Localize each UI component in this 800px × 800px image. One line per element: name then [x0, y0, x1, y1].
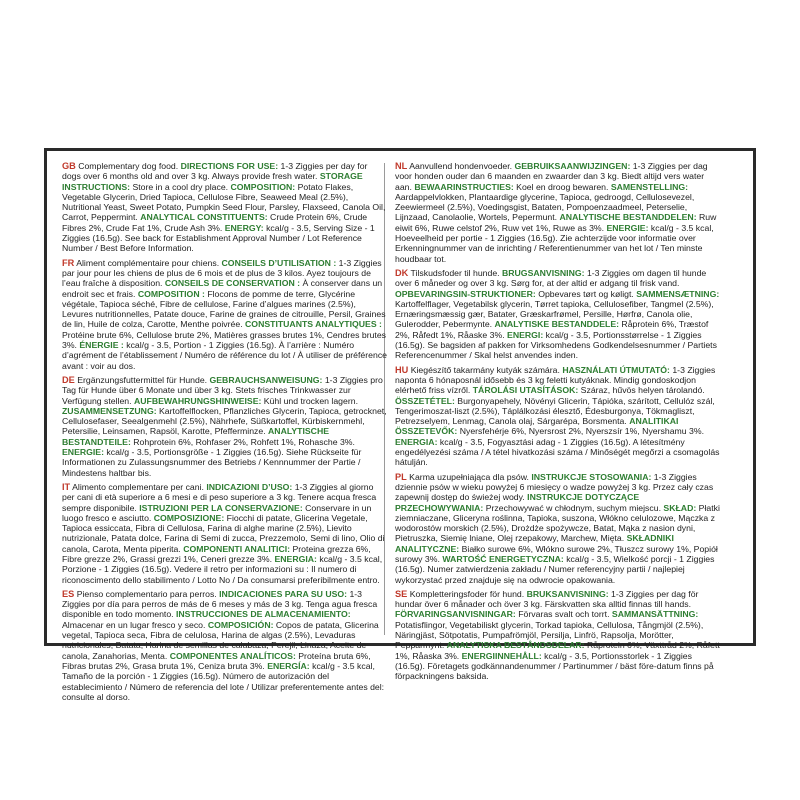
body-text: Koel en droog bewaren.: [513, 181, 611, 192]
body-text: kcal/g - 3.5 kcal, Hoeveelheid per portie - 1 Ziggies (16.5g). Zie achterzijde voor informatie over Erkenningnummer van de inrichting / Referentienummer van het lot / Ten minste houdbaar tot.: [395, 222, 714, 264]
body-text: Aanvullend hondenvoeder.: [409, 161, 515, 171]
body-text: Ruw eiwit 6%, Ruwe celstof 2%, Ruw vet 1%, Ruwe as 3%.: [395, 212, 717, 233]
language-code: ES: [62, 588, 75, 599]
body-text: Råprotein 6%, Växttråd 2%, Råfett 1%, Råaska 3%.: [395, 640, 720, 661]
body-text: Protéine brute 6%, Cellulose brute 2%, Matières grasses brutes 1%, Cendres brutes 3%.: [62, 329, 387, 351]
section-heading: ÉNERGIE :: [79, 340, 124, 351]
body-text: kcal/g - 3.5, Serving Size - 1 Ziggies (16.5g). See back for Establishment Approval Number / Lot Reference Number / Best Before Information.: [62, 222, 375, 254]
body-text: Potato Flakes, Vegetable Glycerin, Dried Tapioca, Cellulose Fibre, Seaweed Meal (2.5%), Nutritional Yeast, Sweet Potato, Pumpkin Seed Flour, Parsley, Flaxseed, Canola Oil, Carrot, Peppermint.: [62, 181, 386, 223]
language-code: FR: [62, 257, 75, 268]
section-heading: BRUKSANVISNING:: [526, 588, 609, 599]
body-text: Almacenar en un lugar fresco y seco.: [62, 619, 208, 630]
section-heading: ANALYTISKE BESTANDDELE:: [494, 319, 620, 330]
body-text: 1-3 Ziggies per dag för hundar över 6 månader och över 3 kg. Färskvatten ska alltid finnas till hands.: [395, 588, 699, 610]
section-heading: COMPOSIZIONE:: [153, 512, 225, 523]
language-section-es: [62, 589, 388, 702]
body-text: Crude Protein 6%, Crude Fibres 2%, Crude Fat 1%, Crude Ash 3%.: [62, 212, 368, 233]
language-code: NL: [395, 161, 408, 171]
section-heading: ANALYTISCHE BESTANDDELEN:: [559, 212, 697, 223]
section-heading: CONSEILS DE CONSERVATION :: [164, 278, 301, 289]
section-heading: WARTOŚĆ ENERGETYCZNA:: [442, 553, 564, 564]
section-heading: COMPOSICIÓN:: [207, 619, 274, 630]
left-column: [62, 161, 388, 706]
language-section-nl: [395, 161, 721, 264]
section-heading: GEBRAUCHSANWEISUNG:: [209, 374, 323, 385]
body-text: Opbevares tørt og køligt.: [535, 288, 637, 299]
section-heading: ISTRUZIONI PER LA CONSERVAZIONE:: [139, 502, 303, 513]
body-text: Aliment complémentaire pour chiens.: [76, 257, 222, 268]
body-text: kcal/g - 3.5, Portionsstørrelse - 1 Ziggies (16.5g). Se bagsiden af pakken for Virksomhedens Godkendelsesnummer / Partiets Referencenummer / Skal helst anvendes inden.: [395, 329, 717, 361]
section-heading: SAMMANSÄTTNING:: [611, 609, 699, 620]
body-text: Kiegészítő takarmány kutyák számára.: [410, 364, 563, 375]
body-text: 1-3 Ziggies per day for dogs over 6 months old and over 3 kg. Always provide fresh water.: [62, 161, 368, 182]
body-text: 1-3 Ziggies naponta 6 hónaposnál idősebb és 3 kg feletti kutyáknak. Mindig gondoskodjon elérhető friss vízről.: [395, 364, 716, 396]
body-text: kcal/g - 3.5, Portionsgröße - 1 Ziggies (16.5g). Siehe Rückseite für Informationen zu Zulassungsnummer des Betriebs / Kennnummer der Partie / Mindestens haltbar bis.: [62, 447, 362, 478]
section-heading: ÖSSZETÉTEL:: [395, 395, 455, 406]
body-text: Płatki ziemniaczane, Gliceryna roślinna, Tapioka, suszona, Włókno celulozowe, Mączka z wodorostów morskich (2.5%), Drożdże spożywcze, Batat, Mąka z nasion dyni, Pietruszka, Siemię lniane, Olej rzepakowy, Marchew, Mięta.: [395, 502, 720, 544]
body-text: 1-3 Ziggies om dagen til hunde over 6 måneder og over 3 kg. Sørg for, at der altid er adgang til frisk vand.: [395, 267, 707, 289]
body-text: 1-3 Ziggies par jour pour les chiens de plus de 6 mois et de plus de 3 kilos. Ayez toujours de l’eau fraîche à disposition.: [62, 257, 382, 289]
body-text: Kompletteringsfoder för hund.: [409, 588, 527, 599]
language-section-dk: [395, 268, 721, 361]
section-heading: COMPONENTES ANALÍTICOS:: [169, 650, 296, 661]
body-text: Proteina grezza 6%, Fibre grezze 2%, Grassi grezzi 1%, Ceneri grezze 3%.: [62, 543, 371, 564]
right-column: [395, 161, 721, 686]
body-text: 1-3 Ziggies al giorno per cani di età superiore a 6 mesi e di peso superiore a 3 kg. Tenere acqua fresca sempre disponibile.: [62, 481, 377, 513]
language-section-pl: [395, 472, 721, 585]
section-heading: ANALYTICAL CONSTITUENTS:: [140, 212, 268, 223]
section-heading: ENERGÍA:: [267, 660, 310, 671]
language-code: SE: [395, 588, 408, 599]
section-heading: BEWAARINSTRUCTIES:: [414, 181, 514, 192]
section-heading: HASZNÁLATI ÚTMUTATÓ:: [562, 364, 670, 375]
body-text: 1-3 Ziggies per dag voor honden ouder dan 6 maanden en zwaarder dan 3 kg. Biedt altijd vers water aan.: [395, 161, 708, 192]
language-code: GB: [62, 161, 76, 171]
body-text: kcal/g - 3.5, Portionsstorlek - 1 Ziggies (16.5g). Företagets godkännandenummer / Partinummer / bäst före-datum finns på förpackningens baksida.: [395, 650, 714, 682]
body-text: kcal/g - 3.5 kcal, Tamaño de la porción - 1 Ziggies (16.5g). Número de autorización del establecimiento / Número de referencia del lote / Utilizar preferentemente antes del: consulte al dorso.: [62, 660, 385, 702]
section-heading: TÁROLÁSI UTASÍTÁSOK:: [472, 385, 579, 396]
body-text: Fiocchi di patate, Glicerina Vegetale, Tapioca essiccata, Fibra di Cellulosa, Farina di alghe marine (2.5%), Lievito nutrizionale, Patata dolce, Farina di Semi di zucca, Prezzemolo, Semi di lino, Olio di canola, Carota, Menta piperita.: [62, 512, 385, 554]
body-text: Tilskudsfoder til hunde.: [410, 267, 502, 278]
section-heading: AUFBEWAHRUNGSHINWEISE:: [133, 395, 262, 406]
section-heading: BRUGSANVISNING:: [501, 267, 585, 278]
section-heading: COMPOSITION :: [137, 288, 205, 299]
language-section-se: [395, 589, 721, 682]
body-text: Ergänzungsfuttermittel für Hunde.: [77, 374, 210, 385]
language-section-it: [62, 482, 388, 585]
body-text: Kartoffelflocken, Pflanzliches Glycerin, Tapioca, getrocknet, Cellulosefaser, Seealgenmehl (2.5%), Nährhefe, Süßkartoffel, Kürbiskernmehl, Petersilie, Leinsamen, Rapsöl, Karotte, Pfefferminze.: [62, 405, 387, 437]
language-code: HU: [395, 364, 409, 375]
language-code: PL: [395, 471, 407, 482]
section-heading: GEBRUIKSAANWIJZINGEN:: [514, 161, 631, 171]
language-code: DK: [395, 267, 409, 278]
body-text: Rohprotein 6%, Rohfaser 2%, Rohfett 1%, Rohasche 3%.: [130, 436, 355, 447]
body-text: Alimento complementare per cani.: [72, 481, 207, 492]
section-heading: SAMMENSÆTNING:: [636, 288, 720, 299]
body-text: À conserver dans un endroit sec et frais.: [62, 278, 383, 299]
body-text: kcal/g - 3.5, Portion - 1 Ziggies (16.5g). À l’arrière : Numéro d’agrément de l’établissement / Numéro de référence du lot / À utiliser de préférence avant : voir au dos.: [62, 340, 387, 371]
body-text: Karma uzupełniająca dla psów.: [409, 471, 532, 482]
body-text: kcal/g - 3.5, Fogyasztási adag - 1 Ziggies (16.5g). A létesítmény engedélyezési száma / A tétel hivatkozási száma / Minőségét megőrzi a csomagolás hátulján.: [395, 436, 720, 468]
body-text: 1-3 Ziggies pro Tag für Hunde über 6 Monate und über 3 kg. Stets frisches Trinkwasser zur Verfügung stellen.: [62, 374, 383, 406]
body-text: Nyersfehérje 6%, Nyersrost 2%, Nyerszsír 1%, Nyershamu 3%.: [457, 426, 704, 437]
section-heading: COMPOSITION:: [230, 181, 296, 192]
language-section-hu: [395, 365, 721, 468]
body-text: Kühl und trocken lagern.: [261, 395, 358, 406]
section-heading: ANALITIKAI ÖSSZETEVŐK:: [395, 416, 679, 437]
section-heading: INSTRUKCJE STOSOWANIA:: [531, 471, 652, 482]
body-text: Store in a cool dry place.: [130, 181, 231, 192]
body-text: Copos de patata, Glicerina vegetal, Tapioca seca, Fibra de celulosa, Harina de algas (2.5%), Levaduras nutricionales, Batata, Harina de semillas de calabaza, Perejil, Linaza, Aceite de canola, Zanahorias, Menta.: [62, 619, 379, 661]
body-text: Burgonyapehely, Növényi Glicerin, Tápióka, szárított, Cellulóz szál, Tengerimoszat-liszt (2.5%), Táplálkozási élesztő, Édesburgonya, Tökmagliszt, Petrezselyem, Lenmag, Canola olaj, Sárgarépa, Borsmenta.: [395, 395, 715, 427]
section-heading: ENERGIA:: [274, 553, 317, 564]
section-heading: ENERGY:: [224, 222, 264, 233]
label-panel: [44, 148, 756, 702]
body-text: Przechowywać w chłodnym, suchym miejscu.: [483, 502, 664, 513]
section-heading: OPBEVARINGSIN-STRUKTIONER:: [395, 288, 536, 299]
section-heading: INDICACIONES PARA SU USO:: [219, 588, 348, 599]
section-heading: INDICAZIONI D’USO:: [206, 481, 293, 492]
section-heading: ENERGIE:: [606, 222, 649, 233]
body-text: Råprotein 6%, Træstof 2%, Råfedt 1%, Råaske 3%.: [395, 319, 709, 340]
body-text: Potatisflingor, Vegetabiliskt glycerin, Torkad tapioka, Cellulosa, Tångmjöl (2.5%), Näringjäst, Sötpotatis, Pumpafrömjöl, Persilja, Linfrö, Rapsolja, Morötter, Pepparmynt.: [395, 619, 704, 651]
section-heading: CONSTITUANTS ANALYTIQUES :: [245, 319, 382, 330]
section-heading: DIRECTIONS FOR USE:: [180, 161, 279, 171]
section-heading: FÖRVARINGSANVISNINGAR:: [395, 609, 516, 620]
section-heading: ANALYTISKA BESTÅNDSDELAR:: [446, 640, 585, 651]
section-heading: ENERGI:: [507, 329, 544, 340]
section-heading: INSTRUCCIONES DE ALMACENAMIENTO:: [175, 609, 351, 620]
section-heading: ENERGIA:: [395, 436, 438, 447]
section-heading: SAMENSTELLING:: [610, 181, 689, 192]
body-text: Flocons de pomme de terre, Glycérine végétale, Tapioca séché, Fibre de cellulose, Farine d’algues marines (2.5%), Levures nutritionnelles, Patate douce, Farine de graines de citrouille, Persil, Graines de lin, Huile de colza, Carotte, Menthe poivrée.: [62, 288, 386, 330]
body-text: Förvaras svalt och torrt.: [515, 609, 612, 620]
language-code: DE: [62, 374, 75, 385]
section-heading: STORAGE INSTRUCTIONS:: [62, 171, 363, 192]
body-text: Conservare in un luogo fresco e asciutto.: [62, 502, 372, 523]
section-heading: COMPONENTI ANALITICI:: [183, 543, 291, 554]
section-heading: ENERGIINNEHÅLL:: [461, 650, 542, 661]
section-heading: INSTRUKCJE DOTYCZĄCE PRZECHOWYWANIA:: [395, 492, 640, 513]
section-heading: ZUSAMMENSETZUNG:: [62, 405, 157, 416]
body-text: Kartoffelflager, Vegetabilsk glycerin, Tørret tapioka, Cellulosefiber, Tangmel (2.5%), Ernæringsmæssig gær, Batater, Græskarfrømel, Persille, Hørfrø, Canola olie, Gulerodder, Pebermynte.: [395, 298, 714, 330]
section-heading: SKŁAD:: [663, 502, 697, 513]
language-code: IT: [62, 481, 71, 492]
body-text: Száraz, hűvös helyen tárolandó.: [578, 385, 705, 396]
section-heading: CONSEILS D’UTILISATION :: [221, 257, 337, 268]
language-section-fr: [62, 258, 388, 371]
body-text: Białko surowe 6%, Włókno surowe 2%, Tłuszcz surowy 1%, Popiół surowy 3%.: [395, 543, 718, 564]
body-text: Pienso complementario para perros.: [76, 588, 220, 599]
body-text: kcal/g - 3.5, Wielkość porcji - 1 Ziggies (16.5g). Numer zatwierdzenia zakładu / Numer referencyjny partii / najlepiej wykorzystać przed znajduje się na odwrocie opakowania.: [395, 553, 715, 585]
body-text: 1-3 Ziggies por día para perros de más de 6 meses y más de 3 kg. Tenga agua fresca disponible en todo momento.: [62, 588, 378, 620]
body-text: Proteína bruta 6%, Fibras brutas 2%, Grasa bruta 1%, Ceniza bruta 3%.: [62, 650, 371, 671]
section-heading: SKŁADNIKI ANALITYCZNE:: [395, 533, 674, 554]
body-text: kcal/g - 3.5 kcal, Porzione - 1 Ziggies (16.5g). Vedere il retro per informazioni su : Il numero di riconoscimento dello stabilimento / Lotto No / Da consumarsi preferibilmente entro.: [62, 553, 383, 585]
section-heading: ENERGIE:: [62, 447, 104, 458]
body-text: 1-3 Ziggies dziennie psów w wieku powyżej 6 miesięcy o wadze powyżej 3 kg. Przez cały czas zapewnij dostęp do świeżej wody.: [395, 471, 714, 503]
section-heading: ANALYTISCHE BESTANDTEILE:: [62, 426, 330, 447]
body-text: Aardappelvlokken, Plantaardige glycerine, Tapioca, gedroogd, Cellulosevezel, Zeewiermeel (2.5%), Voedingsgist, Bataten, Pompoenzaadmeel, Peterselie, Lijnzaad, Canolaolie, Wortels, Pepermunt.: [395, 191, 695, 223]
body-text: Complementary dog food.: [78, 161, 181, 171]
language-section-de: [62, 375, 388, 478]
language-section-gb: [62, 161, 388, 254]
